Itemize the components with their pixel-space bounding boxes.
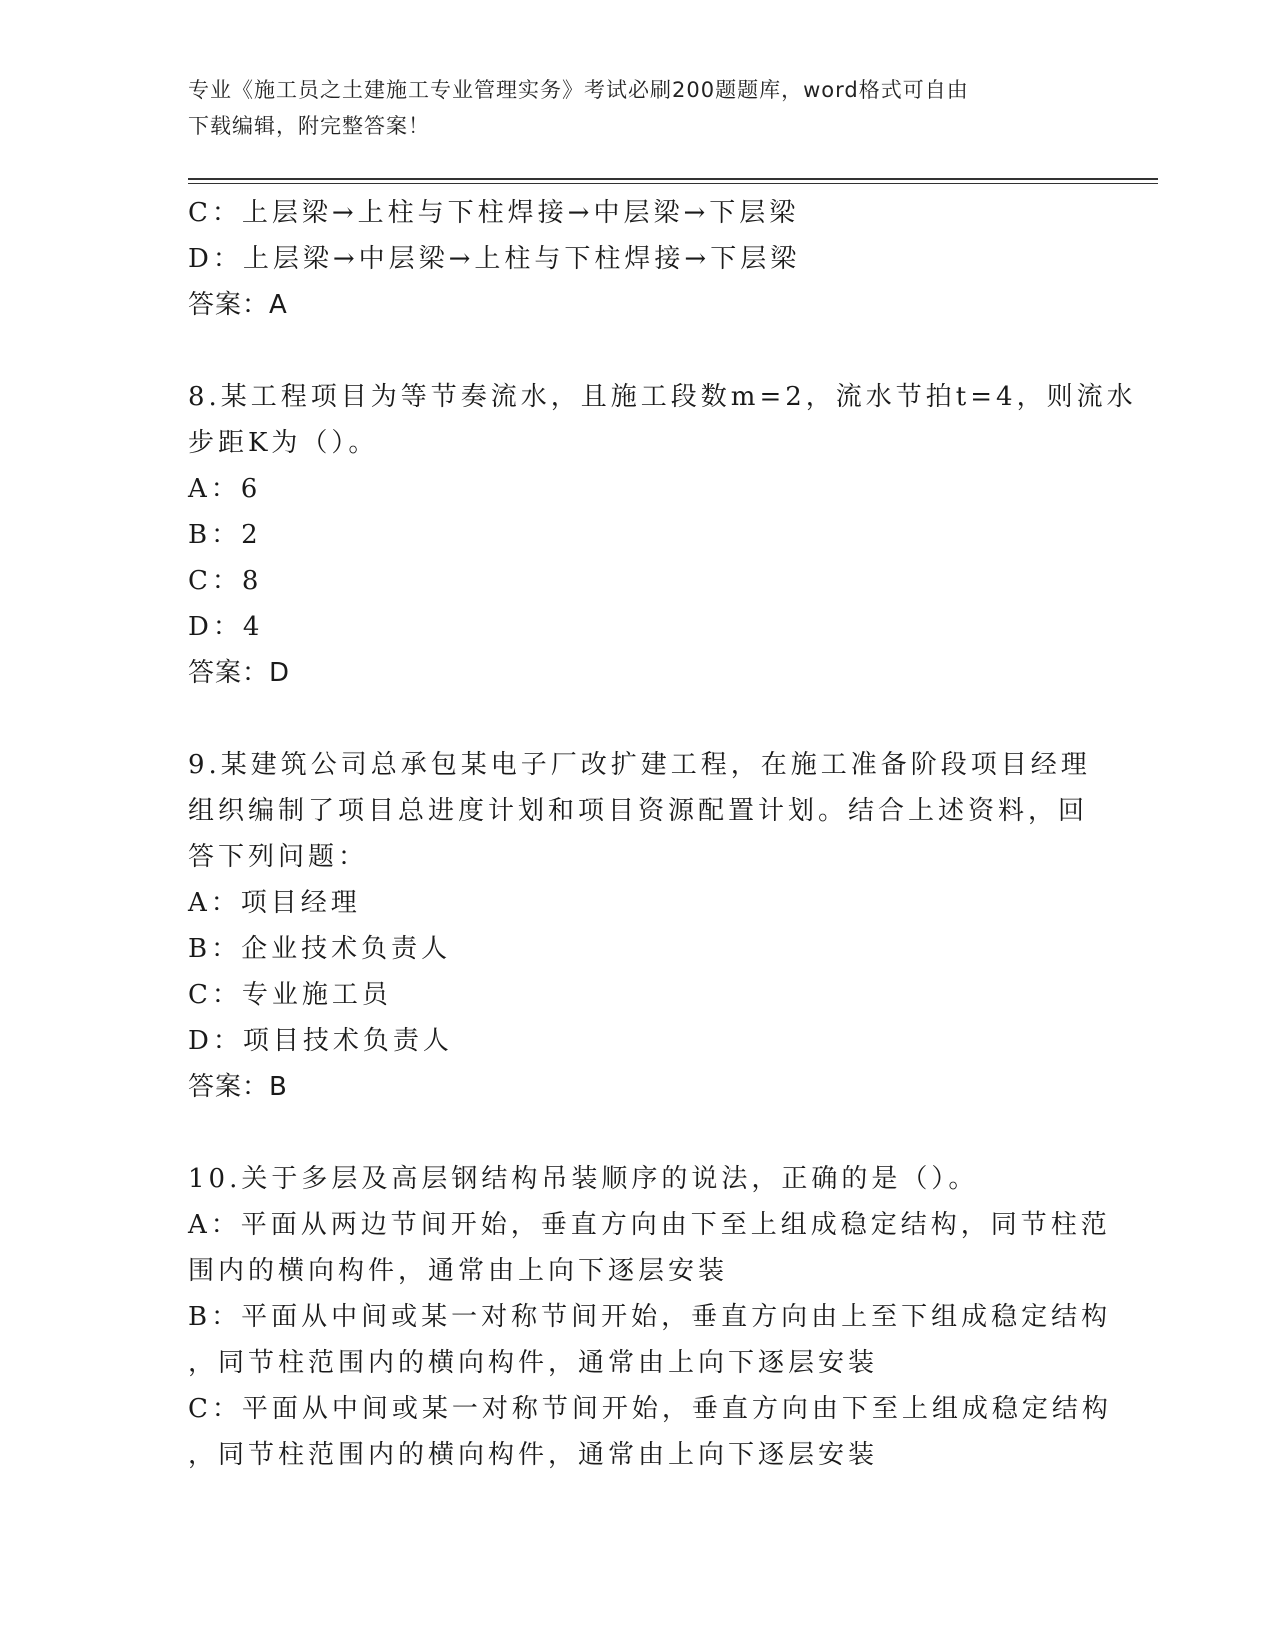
document-body xyxy=(188,190,1137,1478)
q9-option-a: A：项目经理 xyxy=(188,888,361,918)
q10-option-c-line-1: C：平面从中间或某一对称节间开始，垂直方向由下至上组成稳定结构 xyxy=(188,1394,1112,1424)
q7-option-c: C：上层梁→上柱与下柱焊接→中层梁→下层梁 xyxy=(188,198,800,228)
q8-stem-line-2: 步距K为（）。 xyxy=(188,428,379,458)
header-divider-thin xyxy=(188,183,1158,184)
q8-option-d: D：4 xyxy=(188,612,264,642)
q10-option-a-line-1: A：平面从两边节间开始，垂直方向由下至上组成稳定结构，同节柱范 xyxy=(188,1210,1111,1240)
q8-option-a: A：6 xyxy=(188,474,262,504)
q10-option-c-line-2: ，同节柱范围内的横向构件，通常由上向下逐层安装 xyxy=(188,1440,879,1470)
question-9 xyxy=(188,742,1091,1110)
spacer xyxy=(188,1110,1088,1156)
spacer xyxy=(188,696,1088,742)
q8-option-b: B：2 xyxy=(188,520,262,550)
header-line-1: 专业《施工员之土建施工专业管理实务》考试必刷200题题库，word格式可自由 xyxy=(188,78,969,102)
q7-answer: 答案：A xyxy=(188,290,288,320)
q7-option-d: D：上层梁→中层梁→上柱与下柱焊接→下层梁 xyxy=(188,244,801,274)
q10-option-b-line-1: B：平面从中间或某一对称节间开始，垂直方向由上至下组成稳定结构 xyxy=(188,1302,1112,1332)
spacer xyxy=(188,328,1088,374)
q9-option-c: C：专业施工员 xyxy=(188,980,392,1010)
question-7-tail xyxy=(188,190,1088,328)
header-divider-thick xyxy=(188,178,1158,180)
question-10 xyxy=(188,1156,1112,1478)
q9-stem-line-3: 答下列问题： xyxy=(188,842,369,872)
q9-stem-line-2: 组织编制了项目总进度计划和项目资源配置计划。结合上述资料，回 xyxy=(188,796,1089,826)
q9-stem-line-1: 9.某建筑公司总承包某电子厂改扩建工程，在施工准备阶段项目经理 xyxy=(188,750,1091,780)
q10-option-a-line-2: 围内的横向构件，通常由上向下逐层安装 xyxy=(188,1256,729,1286)
q9-answer: 答案：B xyxy=(188,1072,288,1102)
q8-option-c: C：8 xyxy=(188,566,263,596)
header-line-2: 下载编辑，附完整答案！ xyxy=(188,114,430,138)
q10-stem: 10.关于多层及高层钢结构吊装顺序的说法，正确的是（）。 xyxy=(188,1164,979,1194)
q9-option-b: B：企业技术负责人 xyxy=(188,934,452,964)
q8-answer: 答案：D xyxy=(188,658,291,688)
q8-stem-line-1: 8.某工程项目为等节奏流水，且施工段数m=2，流水节拍t=4，则流水 xyxy=(188,382,1137,412)
document-header xyxy=(188,72,1088,144)
question-8 xyxy=(188,374,1137,696)
q10-option-b-line-2: ，同节柱范围内的横向构件，通常由上向下逐层安装 xyxy=(188,1348,879,1378)
q9-option-d: D：项目技术负责人 xyxy=(188,1026,453,1056)
